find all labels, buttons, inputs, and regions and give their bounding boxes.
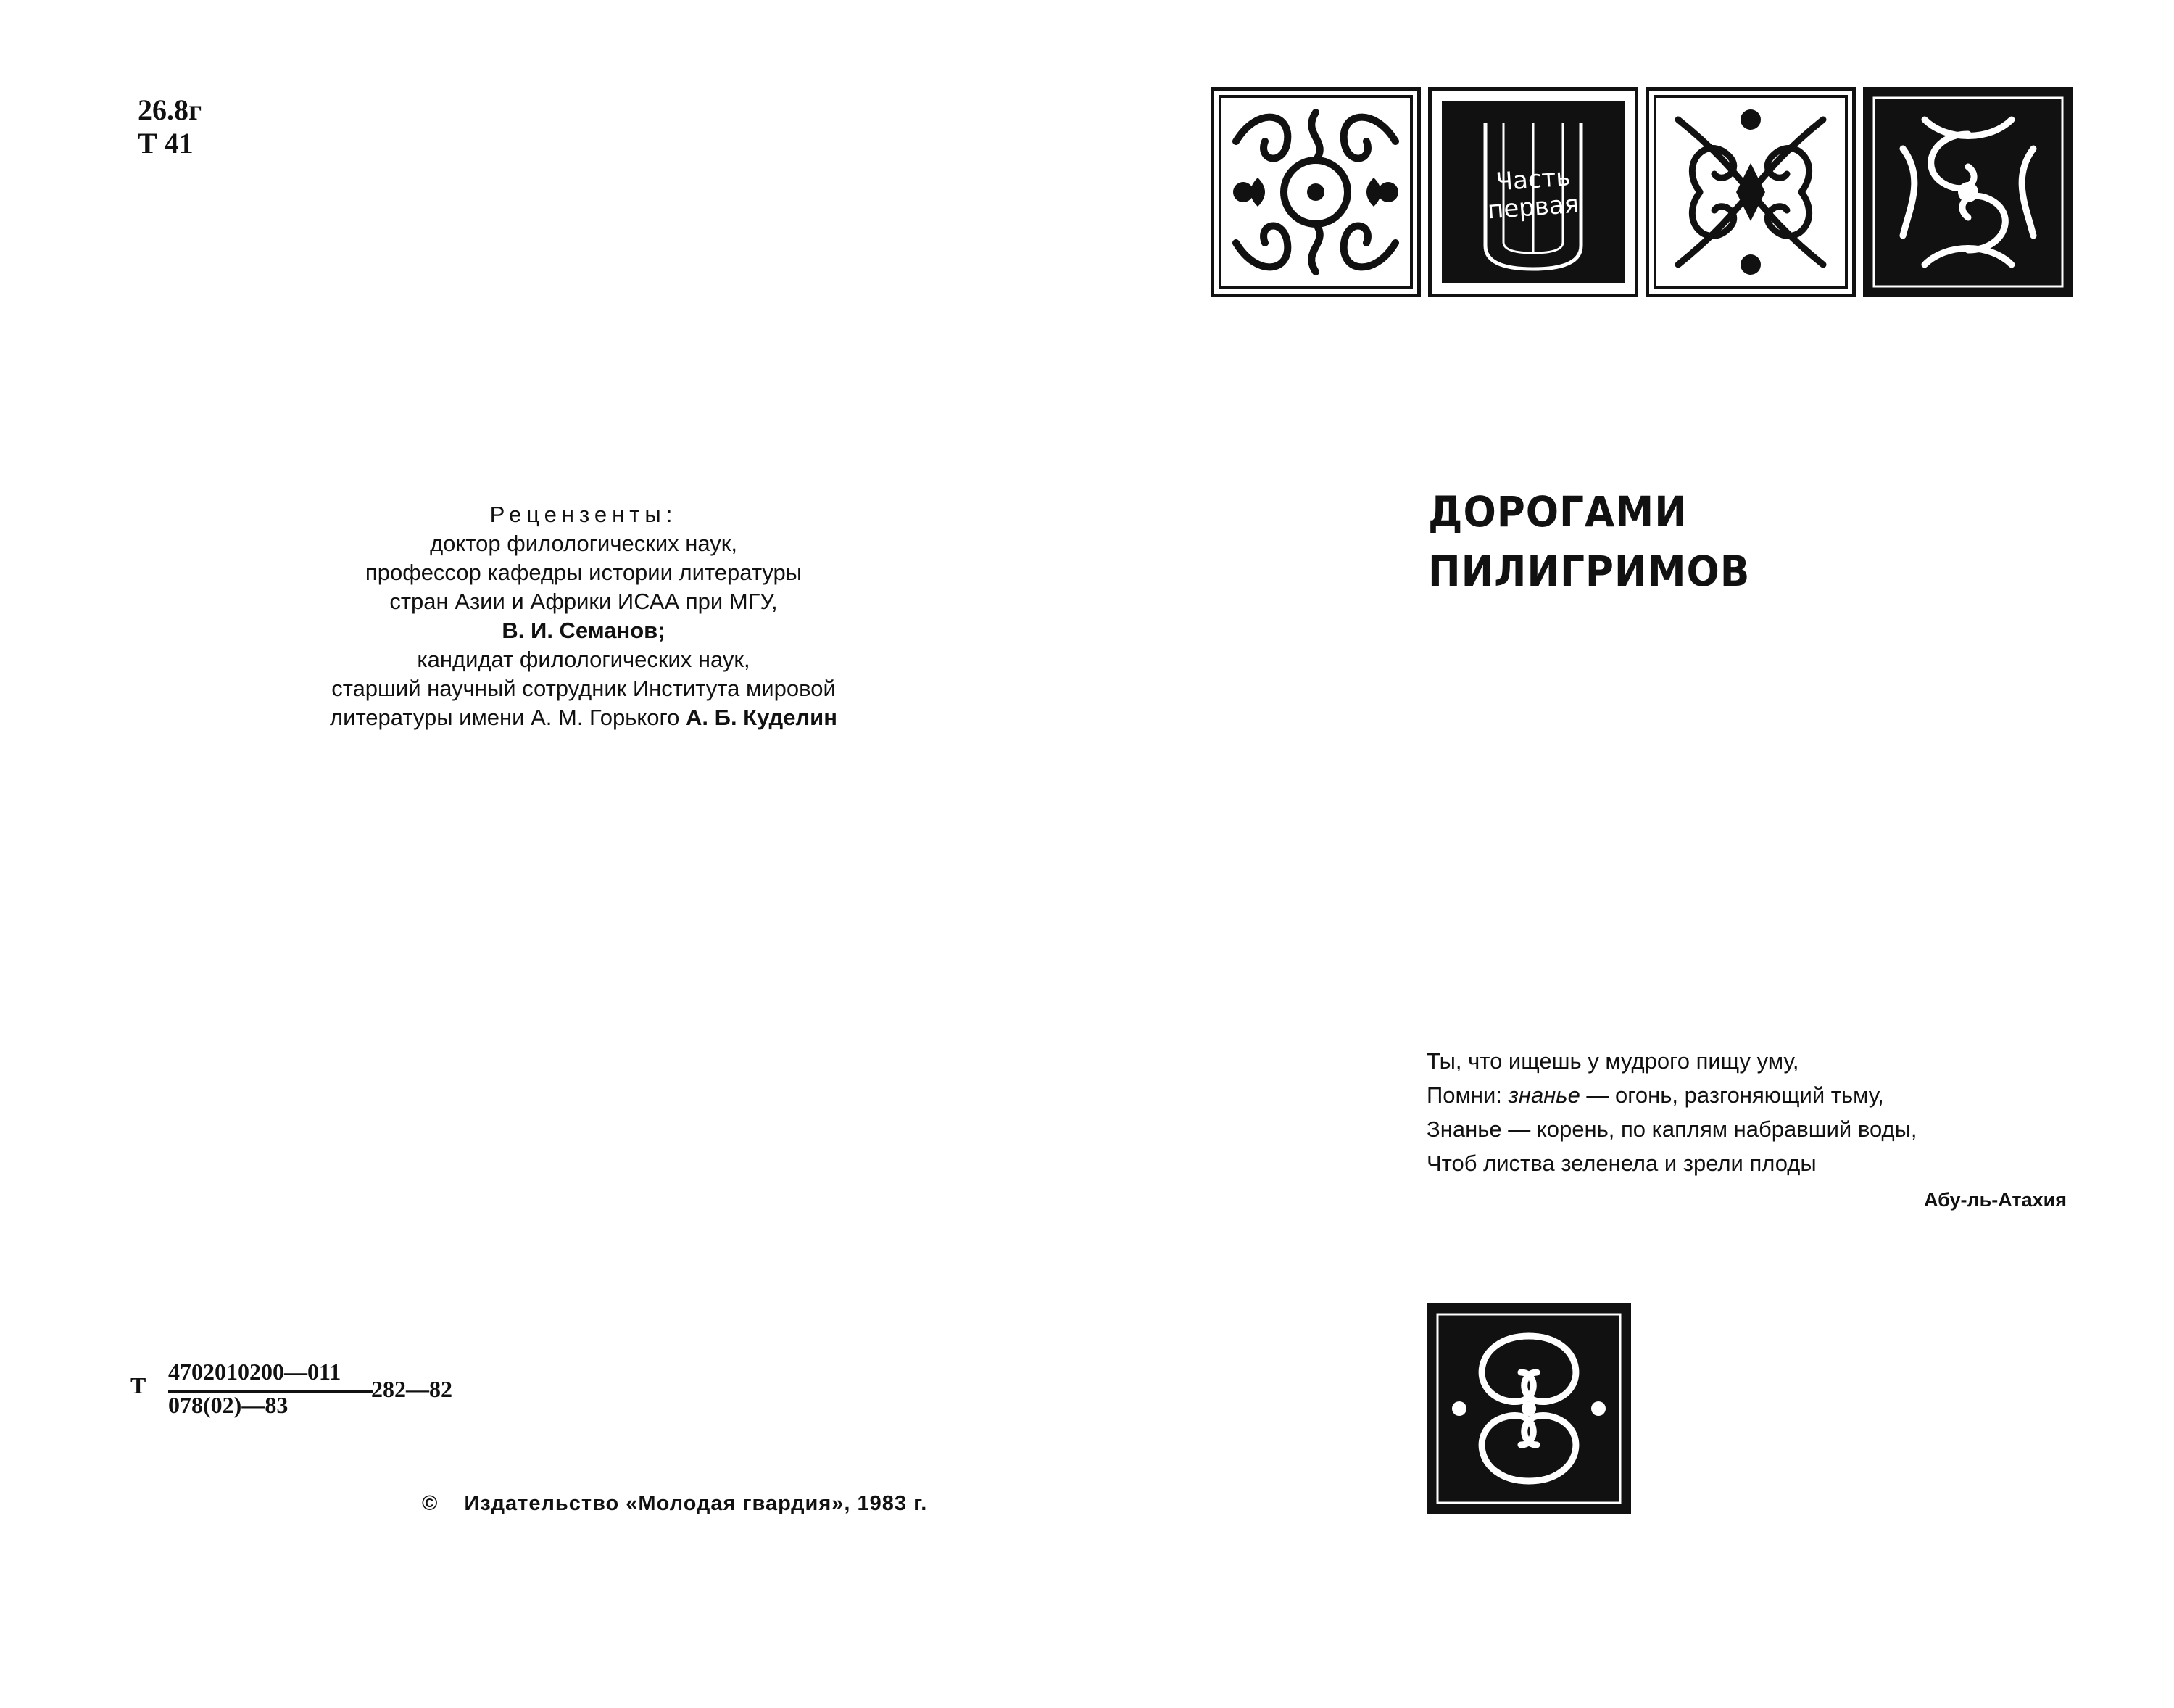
epigraph-line-2: [1427, 1078, 1917, 1112]
part-label: [1442, 162, 1625, 225]
reviewer-line: профессор кафедры истории литературы: [365, 560, 802, 585]
arabesque-ornament-icon: [1214, 91, 1417, 294]
pubcode-letter: Т: [130, 1372, 146, 1398]
ornament-tile-3: [1646, 87, 1856, 297]
epigraph: [1427, 1044, 1917, 1180]
book-title: [1428, 482, 1750, 601]
ornament-tile-4: [1863, 87, 2073, 297]
copyright-line: [422, 1492, 927, 1516]
reviewer-line: доктор филологических наук,: [430, 531, 737, 556]
part-label-panel: [1442, 101, 1625, 283]
epigraph-line-3: Знанье — корень, по каплям набравший воды,: [1427, 1116, 1917, 1142]
part-label-tile: [1428, 87, 1638, 297]
reviewer-line-last: [217, 703, 950, 732]
pubcode-denominator: 078(02)—83: [168, 1392, 289, 1418]
copyright-text: Издательство «Молодая гвардия», 1983 г.: [464, 1492, 928, 1515]
ornament-tile-bottom: [1427, 1303, 1631, 1514]
reviewer-name-1: В. И. Семанов;: [502, 618, 665, 643]
library-code-author: Т 41: [138, 127, 194, 159]
pubcode-suffix: 282—82: [371, 1376, 452, 1402]
title-line-1: ДОРОГАМИ: [1428, 487, 1688, 536]
reviewers-heading: Рецензенты:: [489, 502, 678, 527]
epigraph-line-4: Чтоб листва зеленела и зрели плоды: [1427, 1151, 1817, 1176]
epigraph-line-2-start: Помни:: [1427, 1082, 1509, 1108]
part-label-line-2: первая: [1486, 189, 1580, 225]
part-label-line-1: Часть: [1495, 162, 1572, 197]
epigraph-author: Абу-ль-Атахия: [1924, 1189, 2067, 1211]
arabesque-ornament-icon: [1649, 91, 1852, 294]
title-line-2: ПИЛИГРИМОВ: [1428, 547, 1751, 596]
pubcode-numerator: 4702010200—011: [168, 1359, 341, 1385]
reviewer-line: старший научный сотрудник Института мировой: [331, 676, 836, 701]
epigraph-line-1: Ты, что ищешь у мудрого пищу уму,: [1427, 1048, 1799, 1074]
reviewer-line: стран Азии и Африки ИСАА при МГУ,: [389, 589, 778, 614]
arabesque-ornament-icon: [1430, 1307, 1627, 1510]
reviewers-block: [217, 500, 950, 732]
reviewer-line: кандидат филологических наук,: [417, 647, 750, 672]
reviewer-line-prefix: литературы имени А. М. Горького: [330, 705, 680, 730]
ornament-tile-1: [1211, 87, 1421, 297]
epigraph-emphasis: знанье: [1508, 1082, 1580, 1108]
epigraph-line-2-end: — огонь, разгоняющий тьму,: [1580, 1082, 1884, 1108]
arabesque-ornament-icon: [1867, 91, 2070, 294]
reviewer-name-2: А. Б. Куделин: [686, 705, 837, 730]
library-code-bbk: 26.8г: [138, 94, 202, 126]
copyright-symbol: ©: [422, 1492, 439, 1515]
